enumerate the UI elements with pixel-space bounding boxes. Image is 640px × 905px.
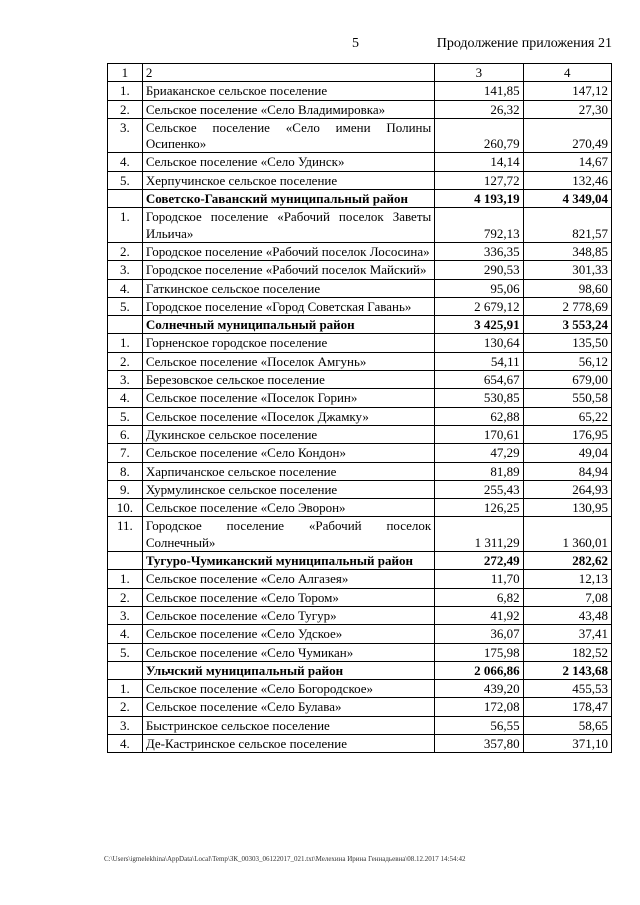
value-col4: 371,10 xyxy=(523,734,611,752)
value-col3: 26,32 xyxy=(435,100,523,118)
value-col4: 264,93 xyxy=(523,480,611,498)
value-col4: 98,60 xyxy=(523,279,611,297)
row-number: 4. xyxy=(108,734,143,752)
table-row xyxy=(108,208,612,243)
value-col3: 172,08 xyxy=(435,698,523,716)
row-number xyxy=(108,316,143,334)
row-number xyxy=(108,552,143,570)
column-header: 3 xyxy=(435,64,523,82)
row-number: 3. xyxy=(108,606,143,624)
table-row xyxy=(108,389,612,407)
settlement-name: Харпичанское сельское поселение xyxy=(142,462,434,480)
table-row xyxy=(108,242,612,260)
district-total-row xyxy=(108,316,612,334)
value-col3: 141,85 xyxy=(435,82,523,100)
row-number: 2. xyxy=(108,242,143,260)
settlement-name: Сельское поселение «Село имени Полины Осипенко» xyxy=(142,118,434,153)
value-col3: 3 425,91 xyxy=(435,316,523,334)
value-col3: 4 193,19 xyxy=(435,190,523,208)
allocation-table xyxy=(107,63,612,753)
value-col3: 56,55 xyxy=(435,716,523,734)
table-row xyxy=(108,118,612,153)
row-number xyxy=(108,190,143,208)
row-number: 1. xyxy=(108,680,143,698)
value-col3: 95,06 xyxy=(435,279,523,297)
value-col3: 11,70 xyxy=(435,570,523,588)
page-number: 5 xyxy=(352,36,359,51)
table-row xyxy=(108,588,612,606)
row-number: 4. xyxy=(108,153,143,171)
row-number: 8. xyxy=(108,462,143,480)
settlement-name: Сельское поселение «Село Эворон» xyxy=(142,499,434,517)
settlement-name: Городское поселение «Рабочий поселок Лососина» xyxy=(142,242,434,260)
row-number: 5. xyxy=(108,171,143,189)
table-row xyxy=(108,643,612,661)
table-row xyxy=(108,462,612,480)
settlement-name: Сельское поселение «Село Чумикан» xyxy=(142,643,434,661)
table-row xyxy=(108,171,612,189)
settlement-name: Сельское поселение «Село Удское» xyxy=(142,625,434,643)
table-row xyxy=(108,371,612,389)
row-number: 2. xyxy=(108,352,143,370)
value-col3: 654,67 xyxy=(435,371,523,389)
value-col3: 36,07 xyxy=(435,625,523,643)
value-col4: 7,08 xyxy=(523,588,611,606)
table-header-row xyxy=(108,64,612,82)
table-row xyxy=(108,261,612,279)
value-col3: 2 679,12 xyxy=(435,297,523,315)
value-col4: 27,30 xyxy=(523,100,611,118)
value-col4: 679,00 xyxy=(523,371,611,389)
table-row xyxy=(108,517,612,552)
settlement-name: Сельское поселение «Село Владимировка» xyxy=(142,100,434,118)
value-col4: 821,57 xyxy=(523,208,611,243)
value-col3: 126,25 xyxy=(435,499,523,517)
table-row xyxy=(108,425,612,443)
table-row xyxy=(108,407,612,425)
table-row xyxy=(108,444,612,462)
value-col3: 127,72 xyxy=(435,171,523,189)
value-col4: 348,85 xyxy=(523,242,611,260)
settlement-name: Сельское поселение «Село Тугур» xyxy=(142,606,434,624)
settlement-name: Городское поселение «Город Советская Гавань» xyxy=(142,297,434,315)
settlement-name: Березовское сельское поселение xyxy=(142,371,434,389)
row-number: 3. xyxy=(108,118,143,153)
settlement-name: Солнечный муниципальный район xyxy=(142,316,434,334)
settlement-name: Городское поселение «Рабочий поселок Солнечный» xyxy=(142,517,434,552)
settlement-name: Сельское поселение «Поселок Горин» xyxy=(142,389,434,407)
value-col3: 175,98 xyxy=(435,643,523,661)
value-col4: 182,52 xyxy=(523,643,611,661)
table-row xyxy=(108,680,612,698)
row-number: 5. xyxy=(108,643,143,661)
value-col3: 14,14 xyxy=(435,153,523,171)
value-col3: 54,11 xyxy=(435,352,523,370)
row-number: 5. xyxy=(108,297,143,315)
settlement-name: Городское поселение «Рабочий поселок Заветы Ильича» xyxy=(142,208,434,243)
value-col4: 270,49 xyxy=(523,118,611,153)
settlement-name: Сельское поселение «Поселок Джамку» xyxy=(142,407,434,425)
table-row xyxy=(108,100,612,118)
value-col4: 301,33 xyxy=(523,261,611,279)
table-row xyxy=(108,297,612,315)
table-row xyxy=(108,279,612,297)
row-number: 11. xyxy=(108,517,143,552)
value-col4: 176,95 xyxy=(523,425,611,443)
settlement-name: Сельское поселение «Поселок Амгунь» xyxy=(142,352,434,370)
value-col4: 56,12 xyxy=(523,352,611,370)
row-number: 10. xyxy=(108,499,143,517)
value-col4: 12,13 xyxy=(523,570,611,588)
row-number: 2. xyxy=(108,698,143,716)
value-col4: 147,12 xyxy=(523,82,611,100)
value-col4: 58,65 xyxy=(523,716,611,734)
settlement-name: Херпучинское сельское поселение xyxy=(142,171,434,189)
value-col4: 135,50 xyxy=(523,334,611,352)
value-col4: 550,58 xyxy=(523,389,611,407)
value-col3: 47,29 xyxy=(435,444,523,462)
table-row xyxy=(108,625,612,643)
settlement-name: Сельское поселение «Село Удинск» xyxy=(142,153,434,171)
row-number: 1. xyxy=(108,208,143,243)
value-col4: 37,41 xyxy=(523,625,611,643)
table-row xyxy=(108,352,612,370)
district-total-row xyxy=(108,661,612,679)
district-total-row xyxy=(108,552,612,570)
value-col3: 336,35 xyxy=(435,242,523,260)
value-col3: 792,13 xyxy=(435,208,523,243)
value-col3: 290,53 xyxy=(435,261,523,279)
file-path-footer: C:\Users\igmelekhina\AppData\Local\Temp\ЗК_00303_06122017_021.txt\Мелехина Ирина Геннадьевна\08.12.2017 14:54:42 xyxy=(104,855,466,863)
row-number: 3. xyxy=(108,371,143,389)
value-col4: 1 360,01 xyxy=(523,517,611,552)
value-col3: 41,92 xyxy=(435,606,523,624)
value-col3: 81,89 xyxy=(435,462,523,480)
table-row xyxy=(108,82,612,100)
settlement-name: Сельское поселение «Село Тором» xyxy=(142,588,434,606)
row-number: 2. xyxy=(108,588,143,606)
row-number: 3. xyxy=(108,261,143,279)
value-col3: 260,79 xyxy=(435,118,523,153)
settlement-name: Сельское поселение «Село Алгазея» xyxy=(142,570,434,588)
value-col3: 1 311,29 xyxy=(435,517,523,552)
table-row xyxy=(108,480,612,498)
row-number: 6. xyxy=(108,425,143,443)
table-row xyxy=(108,499,612,517)
value-col4: 178,47 xyxy=(523,698,611,716)
row-number: 7. xyxy=(108,444,143,462)
column-header: 1 xyxy=(108,64,143,82)
table-row xyxy=(108,716,612,734)
settlement-name: Де-Кастринское сельское поселение xyxy=(142,734,434,752)
row-number: 4. xyxy=(108,625,143,643)
value-col3: 439,20 xyxy=(435,680,523,698)
settlement-name: Ульчский муниципальный район xyxy=(142,661,434,679)
row-number: 2. xyxy=(108,100,143,118)
column-header: 4 xyxy=(523,64,611,82)
row-number: 3. xyxy=(108,716,143,734)
value-col4: 49,04 xyxy=(523,444,611,462)
settlement-name: Городское поселение «Рабочий поселок Майский» xyxy=(142,261,434,279)
district-total-row xyxy=(108,190,612,208)
table-row xyxy=(108,153,612,171)
row-number: 1. xyxy=(108,82,143,100)
settlement-name: Гаткинское сельское поселение xyxy=(142,279,434,297)
row-number: 4. xyxy=(108,279,143,297)
column-header: 2 xyxy=(142,64,434,82)
table-row xyxy=(108,698,612,716)
value-col4: 132,46 xyxy=(523,171,611,189)
row-number: 1. xyxy=(108,334,143,352)
value-col4: 4 349,04 xyxy=(523,190,611,208)
table-row xyxy=(108,606,612,624)
value-col3: 130,64 xyxy=(435,334,523,352)
value-col4: 2 778,69 xyxy=(523,297,611,315)
value-col3: 62,88 xyxy=(435,407,523,425)
value-col4: 130,95 xyxy=(523,499,611,517)
value-col4: 282,62 xyxy=(523,552,611,570)
value-col4: 65,22 xyxy=(523,407,611,425)
value-col3: 2 066,86 xyxy=(435,661,523,679)
row-number: 1. xyxy=(108,570,143,588)
value-col3: 255,43 xyxy=(435,480,523,498)
settlement-name: Горненское городское поселение xyxy=(142,334,434,352)
settlement-name: Бриаканское сельское поселение xyxy=(142,82,434,100)
value-col3: 357,80 xyxy=(435,734,523,752)
row-number: 9. xyxy=(108,480,143,498)
value-col4: 43,48 xyxy=(523,606,611,624)
value-col3: 170,61 xyxy=(435,425,523,443)
value-col4: 3 553,24 xyxy=(523,316,611,334)
settlement-name: Хурмулинское сельское поселение xyxy=(142,480,434,498)
settlement-name: Быстринское сельское поселение xyxy=(142,716,434,734)
row-number: 5. xyxy=(108,407,143,425)
table-row xyxy=(108,570,612,588)
row-number: 4. xyxy=(108,389,143,407)
table-row xyxy=(108,334,612,352)
table-row xyxy=(108,734,612,752)
settlement-name: Сельское поселение «Село Булава» xyxy=(142,698,434,716)
value-col3: 530,85 xyxy=(435,389,523,407)
value-col4: 455,53 xyxy=(523,680,611,698)
settlement-name: Советско-Гаванский муниципальный район xyxy=(142,190,434,208)
settlement-name: Сельское поселение «Село Кондон» xyxy=(142,444,434,462)
continuation-label: Продолжение приложения 21 xyxy=(436,36,612,51)
value-col4: 2 143,68 xyxy=(523,661,611,679)
row-number xyxy=(108,661,143,679)
settlement-name: Сельское поселение «Село Богородское» xyxy=(142,680,434,698)
value-col3: 6,82 xyxy=(435,588,523,606)
value-col4: 84,94 xyxy=(523,462,611,480)
settlement-name: Тугуро-Чумиканский муниципальный район xyxy=(142,552,434,570)
settlement-name: Дукинское сельское поселение xyxy=(142,425,434,443)
value-col4: 14,67 xyxy=(523,153,611,171)
value-col3: 272,49 xyxy=(435,552,523,570)
